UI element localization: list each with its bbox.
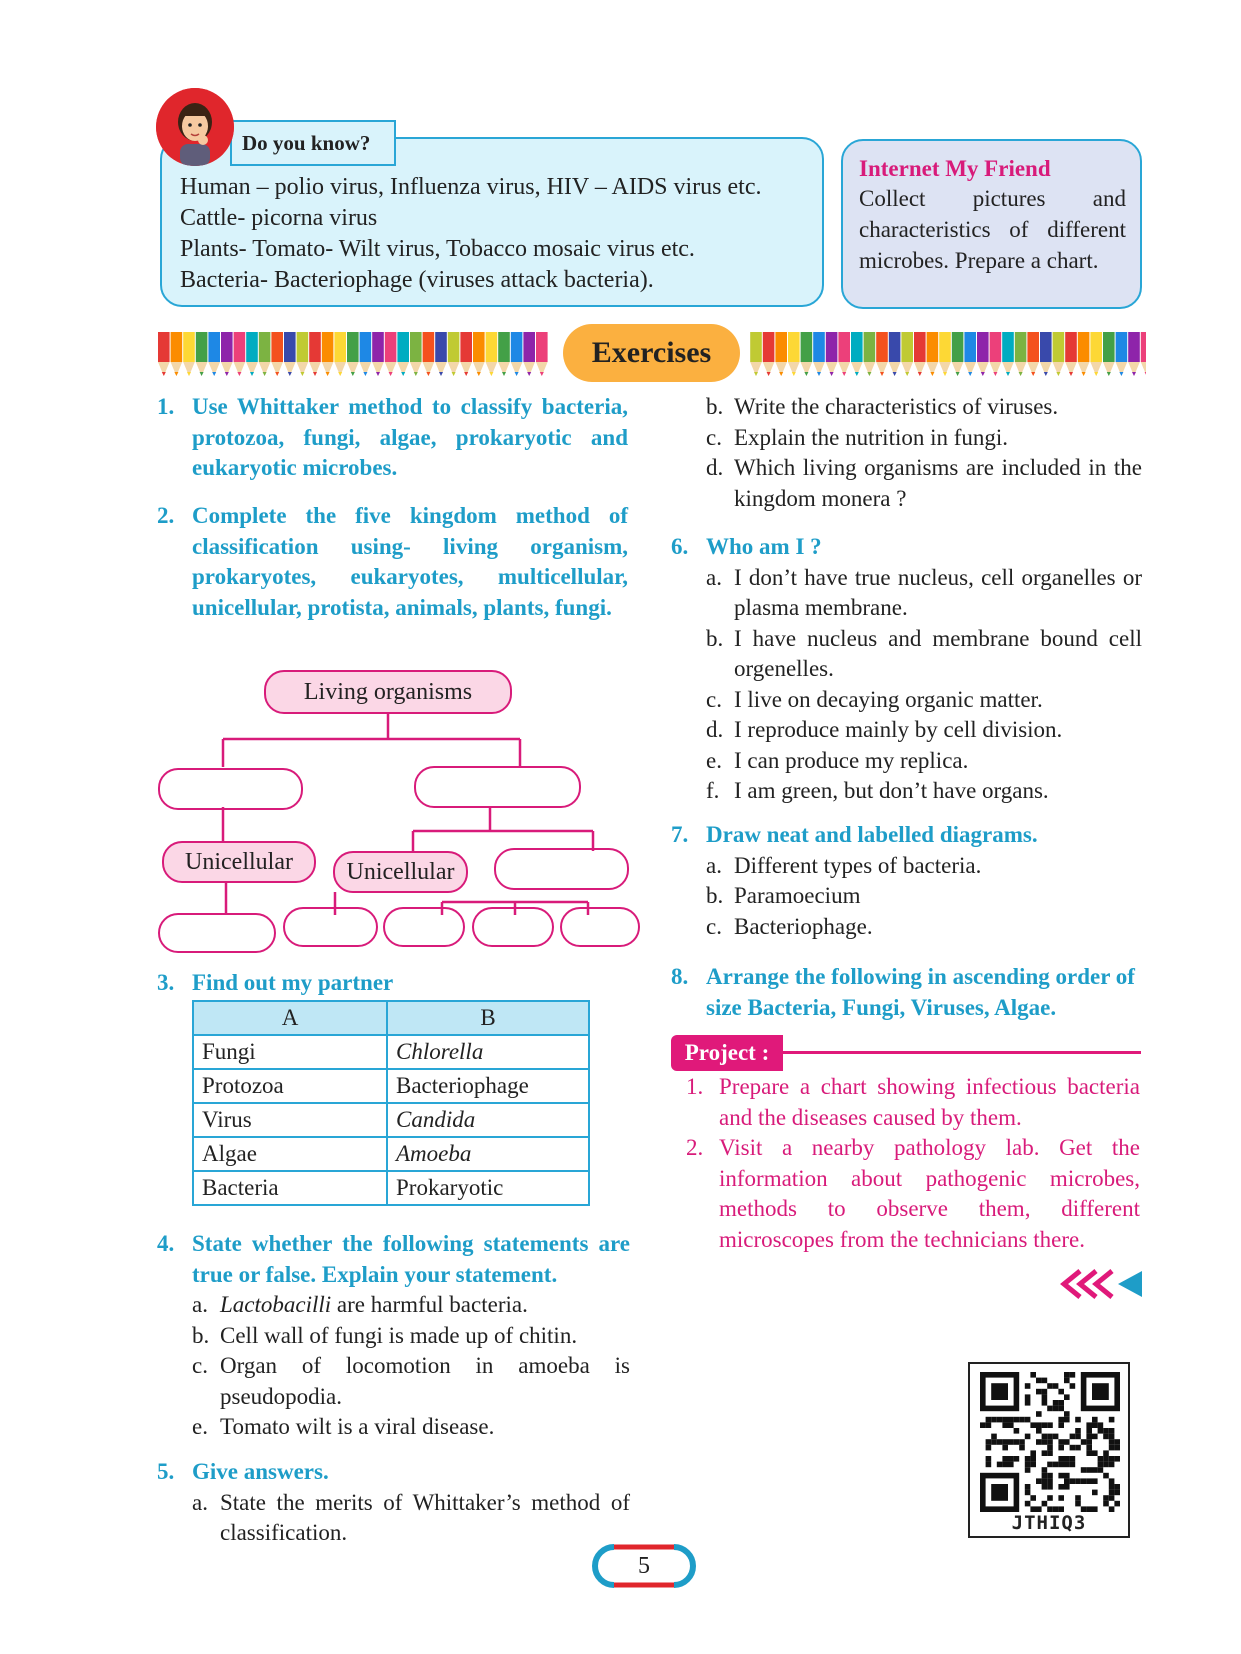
diagram-node-blank [494,848,629,890]
item-letter: d. [706,455,724,480]
column-header: B [387,1001,589,1035]
cell-b: Amoeba [387,1137,589,1171]
question-text: State whether the following statements are true or false. Explain your statement. [192,1231,630,1287]
question-7 [671,820,1142,942]
item-text: Write the characteristics of viruses. [734,394,1059,419]
dyk-line: Bacteria- Bacteriophage (viruses attack bacteria). [180,267,654,293]
who-am-i-item [706,776,1142,807]
question-text: Who am I ? [706,534,822,559]
cell-a: Protozoa [193,1069,387,1103]
diagram-node-unicellular: Unicellular [333,851,468,893]
question-5 [157,1457,630,1549]
cell-a: Virus [193,1103,387,1137]
item-letter: a. [192,1489,208,1515]
item-text: Visit a nearby pathology lab. Get the information about pathogenic microbes, methods to observe them, different microscopes from the technicians there. [719,1135,1140,1252]
answer-item [706,392,1142,423]
qr-code [968,1362,1130,1538]
question-text: Complete the five kingdom method of classification using- living organism, prokaryotes, eukaryotes, multicellular, unicellular, protista, animals, plants, fungi. [192,503,628,620]
item-letter: c. [706,424,722,450]
who-am-i-item [706,563,1142,624]
diagram-node-unicellular: Unicellular [162,841,316,883]
question-number: 1. [157,394,175,419]
internet-my-friend-box [841,139,1142,309]
item-text: I can produce my replica. [734,747,969,773]
who-am-i-item [706,715,1142,746]
question-2 [157,501,628,623]
cell-a: Bacteria [193,1171,387,1205]
question-number: 4. [157,1231,175,1256]
item-text: I am green, but don’t have organs. [734,778,1049,803]
question-text: Arrange the following in ascending order of size Bacteria, Fungi, Viruses, Algae. [706,964,1135,1020]
project-divider [783,1051,1141,1054]
statement-item [192,1321,630,1352]
question-number: 5. [157,1459,175,1484]
item-text: State the merits of Whittaker’s method of classification. [220,1489,630,1545]
item-number: 2. [686,1135,704,1160]
diagram-node-blank [158,768,303,810]
question-5-continued [706,392,1142,514]
page-number: 5 [638,1553,650,1579]
item-text: Prepare a chart showing infectious bacteria and the diseases caused by them. [719,1074,1140,1130]
item-letter: e. [706,747,722,773]
item-text: Bacteriophage. [734,913,873,939]
cell-b: Bacteriophage [387,1069,589,1103]
item-text: Which living organisms are included in the kingdom monera ? [734,455,1142,511]
project-heading: Project : [671,1035,783,1071]
item-letter: b. [706,394,724,419]
who-am-i-item [706,624,1142,685]
answer-item [192,1488,630,1549]
diagram-node-blank [560,907,640,947]
question-number: 3. [157,970,175,995]
item-text: Organ of locomotion in amoeba is pseudopodia. [220,1353,630,1409]
item-italic: Lactobacilli [220,1292,332,1317]
question-3 [157,968,628,999]
diagram-item [706,912,1142,943]
dyk-line: Human – polio virus, Influenza virus, HIV – AIDS virus etc. [180,174,762,200]
answer-item [706,453,1142,514]
question-text: Find out my partner [192,970,394,995]
table-row [193,1103,589,1137]
cell-a: Fungi [193,1035,387,1069]
question-4 [157,1229,630,1443]
diagram-item [706,851,1142,882]
table-row [193,1137,589,1171]
item-text: are harmful bacteria. [331,1292,528,1317]
partner-table [192,1000,590,1206]
question-number: 6. [671,534,689,559]
item-letter: e. [192,1414,208,1439]
item-text: Paramoecium [734,883,861,908]
table-row [193,1171,589,1205]
who-am-i-item [706,685,1142,716]
project-item [686,1133,1140,1255]
question-number: 2. [157,503,175,528]
diagram-node-blank [383,907,465,947]
girl-avatar-icon [156,88,234,166]
chevron-left-arrows-icon [1058,1268,1142,1300]
internet-my-friend-text: Collect pictures and characteristics of different microbes. Prepare a chart. [859,186,1126,273]
item-letter: f. [706,778,720,803]
item-letter: d. [706,717,724,742]
item-letter: c. [706,686,722,712]
item-text: Cell wall of fungi is made up of chitin. [220,1322,578,1348]
item-letter: b. [192,1322,210,1348]
diagram-node-blank [283,907,378,947]
item-letter: a. [192,1292,208,1317]
item-letter: a. [706,564,722,590]
item-text: Tomato wilt is a viral disease. [220,1414,495,1439]
cell-b: Candida [387,1103,589,1137]
exercises-heading: Exercises [563,324,740,382]
cell-b: Chlorella [387,1035,589,1069]
item-letter: c. [706,913,722,939]
diagram-node-blank [472,907,554,947]
statement-item [192,1351,630,1412]
question-8 [671,962,1142,1023]
question-text: Give answers. [192,1459,329,1484]
do-you-know-title: Do you know? [230,120,396,166]
answer-item [706,423,1142,454]
diagram-node-blank [414,766,581,808]
statement-item [192,1290,630,1321]
qr-code-label: JTHIQ3 [1011,1512,1087,1534]
item-letter: b. [706,625,724,651]
item-text: Different types of bacteria. [734,852,982,878]
dyk-line: Plants- Tomato- Wilt virus, Tobacco mosaic virus etc. [180,236,695,262]
item-letter: c. [192,1353,208,1378]
item-text: Explain the nutrition in fungi. [734,424,1009,450]
diagram-node-root: Living organisms [264,670,512,714]
do-you-know-text [180,172,820,296]
question-6 [671,532,1142,807]
internet-my-friend-title: Internet My Friend [859,156,1051,181]
question-text: Draw neat and labelled diagrams. [706,822,1038,847]
item-text: I reproduce mainly by cell division. [734,717,1063,742]
project-list [686,1072,1140,1255]
item-number: 1. [686,1074,704,1099]
diagram-item [706,881,1142,912]
item-letter: a. [706,852,722,878]
table-row [193,1035,589,1069]
statement-item [192,1412,630,1443]
question-number: 7. [671,822,689,847]
item-text: I have nucleus and membrane bound cell orgenelles. [734,625,1142,681]
item-letter: b. [706,883,724,908]
who-am-i-item [706,746,1142,777]
question-number: 8. [671,964,689,989]
cell-a: Algae [193,1137,387,1171]
item-text: I live on decaying organic matter. [734,686,1043,712]
question-text: Use Whittaker method to classify bacteria, protozoa, fungi, algae, prokaryotic and eukaryotic microbes. [192,394,628,480]
column-header: A [193,1001,387,1035]
project-item [686,1072,1140,1133]
question-1 [157,392,628,484]
item-text: I don’t have true nucleus, cell organelles or plasma membrane. [734,564,1142,620]
cell-b: Prokaryotic [387,1171,589,1205]
dyk-line: Cattle- picorna virus [180,205,378,231]
table-row [193,1069,589,1103]
qr-code-pattern-icon [980,1372,1120,1512]
diagram-node-blank [158,913,276,953]
